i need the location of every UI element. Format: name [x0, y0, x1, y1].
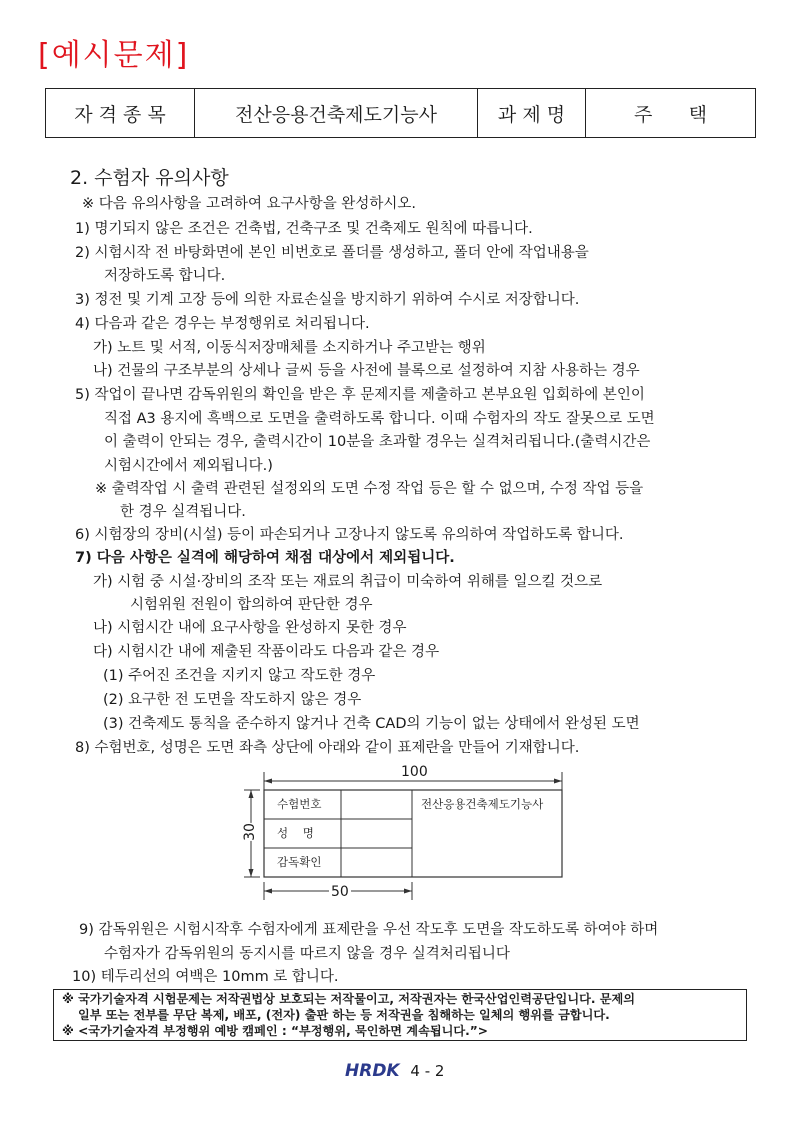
text-line: (2) 요구한 전 도면을 작도하지 않은 경우	[103, 692, 362, 708]
text-line: 나) 시험시간 내에 요구사항을 완성하지 못한 경우	[93, 620, 407, 636]
text-line: 가) 노트 및 서적, 이동식저장매체를 소지하거나 주고받는 행위	[93, 340, 486, 356]
text-line: 3) 정전 및 기계 고장 등에 의한 자료손실을 방지하기 위하여 수시로 저장합니다.	[75, 292, 580, 308]
text-line: 1) 명기되지 않은 조건은 건축법, 건축구조 및 건축제도 원칙에 따릅니다.	[75, 221, 533, 237]
text-line: 가) 시험 중 시설·장비의 조작 또는 재료의 취급이 미숙하여 위해를 일으킬 것으로	[93, 574, 603, 590]
title-block-row-supervisor: 감독확인	[277, 855, 322, 869]
label-task-name: 과 제 명	[478, 89, 586, 138]
text-line: 한 경우 실격됩니다.	[120, 504, 246, 520]
text-line: 9) 감독위원은 시험시작후 수험자에게 표제란을 우선 작도후 도면을 작도하도록 하여야 하며	[79, 922, 659, 938]
text-line: 6) 시험장의 장비(시설) 등이 파손되거나 고장나지 않도록 유의하여 작업하도록 합니다.	[75, 527, 624, 543]
text-line: (1) 주어진 조건을 지키지 않고 작도한 경우	[103, 668, 376, 684]
text-line: 시험위원 전원이 합의하여 판단한 경우	[130, 597, 373, 613]
text-line: 이 출력이 안되는 경우, 출력시간이 10분을 초과할 경우는 실격처리됩니다.(출력시간은	[104, 434, 651, 450]
title-block-row-name: 성 명	[277, 826, 314, 840]
text-line: 수험자가 감독위원의 동지시를 따르지 않을 경우 실격처리됩니다	[104, 946, 510, 962]
page-footer	[345, 1061, 444, 1081]
hrdk-logo: HRDK	[345, 1061, 400, 1081]
dim-width-label: 100	[401, 764, 428, 780]
section-title: 2. 수험자 유의사항	[70, 167, 229, 189]
notice-line: 일부 또는 전부를 무단 복제, 배포, (전자) 출판 하는 등 저작권을 침해하는 일체의 행위를 금합니다.	[78, 1008, 610, 1022]
header-table	[45, 88, 756, 138]
dim-height-label: 30	[241, 823, 258, 841]
title-block-qualification: 전산응용건축제도기능사	[421, 797, 544, 811]
label-qualification: 자 격 종 목	[46, 89, 195, 138]
notice-line: ※ 국가기술자격 시험문제는 저작권법상 보호되는 저작물이고, 저작권자는 한국산업인력공단입니다. 문제의	[62, 992, 636, 1006]
text-line: 5) 작업이 끝나면 감독위원의 확인을 받은 후 문제지를 제출하고 본부요원 입회하에 본인이	[75, 387, 645, 403]
page-number: 4 - 2	[410, 1062, 445, 1080]
copyright-notice-box	[53, 989, 747, 1041]
title-block-row-exam-number: 수험번호	[277, 797, 322, 811]
page-heading: [예시문제]	[38, 38, 190, 73]
text-line: 다) 시험시간 내에 제출된 작품이라도 다음과 같은 경우	[93, 644, 440, 660]
notice-line: ※ <국가기술자격 부정행위 예방 캠페인 : “부정행위, 묵인하면 계속됩니다.”>	[62, 1024, 489, 1038]
dim-bottom-label: 50	[331, 884, 349, 900]
text-line: 저장하도록 합니다.	[104, 268, 226, 284]
text-line: 8) 수험번호, 성명은 도면 좌측 상단에 아래와 같이 표제란을 만들어 기재합니다.	[75, 740, 580, 756]
text-line: ※ 다음 유의사항을 고려하여 요구사항을 완성하시오.	[82, 196, 416, 212]
text-line: 4) 다음과 같은 경우는 부정행위로 처리됩니다.	[75, 316, 370, 332]
text-line: 2) 시험시작 전 바탕화면에 본인 비번호로 폴더를 생성하고, 폴더 안에 작업내용을	[75, 245, 589, 261]
text-line: 7) 다음 사항은 실격에 해당하여 채점 대상에서 제외됩니다.	[75, 550, 455, 566]
text-line: 10) 테두리선의 여백은 10mm 로 합니다.	[72, 969, 339, 985]
text-line: (3) 건축제도 통칙을 준수하지 않거나 건축 CAD의 기능이 없는 상태에서 완성된 도면	[103, 716, 640, 732]
text-line: ※ 출력작업 시 출력 관련된 설정외의 도면 수정 작업 등은 할 수 없으며, 수정 작업 등을	[95, 481, 644, 497]
text-line: 시험시간에서 제외됩니다.)	[104, 458, 273, 474]
value-task-name: 주 택	[586, 89, 756, 138]
text-line: 나) 건물의 구조부분의 상세나 글씨 등을 사전에 블록으로 설정하여 지참 사용하는 경우	[93, 363, 640, 379]
text-line: 직접 A3 용지에 흑백으로 도면을 출력하도록 합니다. 이때 수험자의 작도 잘못으로 도면	[104, 411, 655, 427]
value-qualification: 전산응용건축제도기능사	[195, 89, 478, 138]
